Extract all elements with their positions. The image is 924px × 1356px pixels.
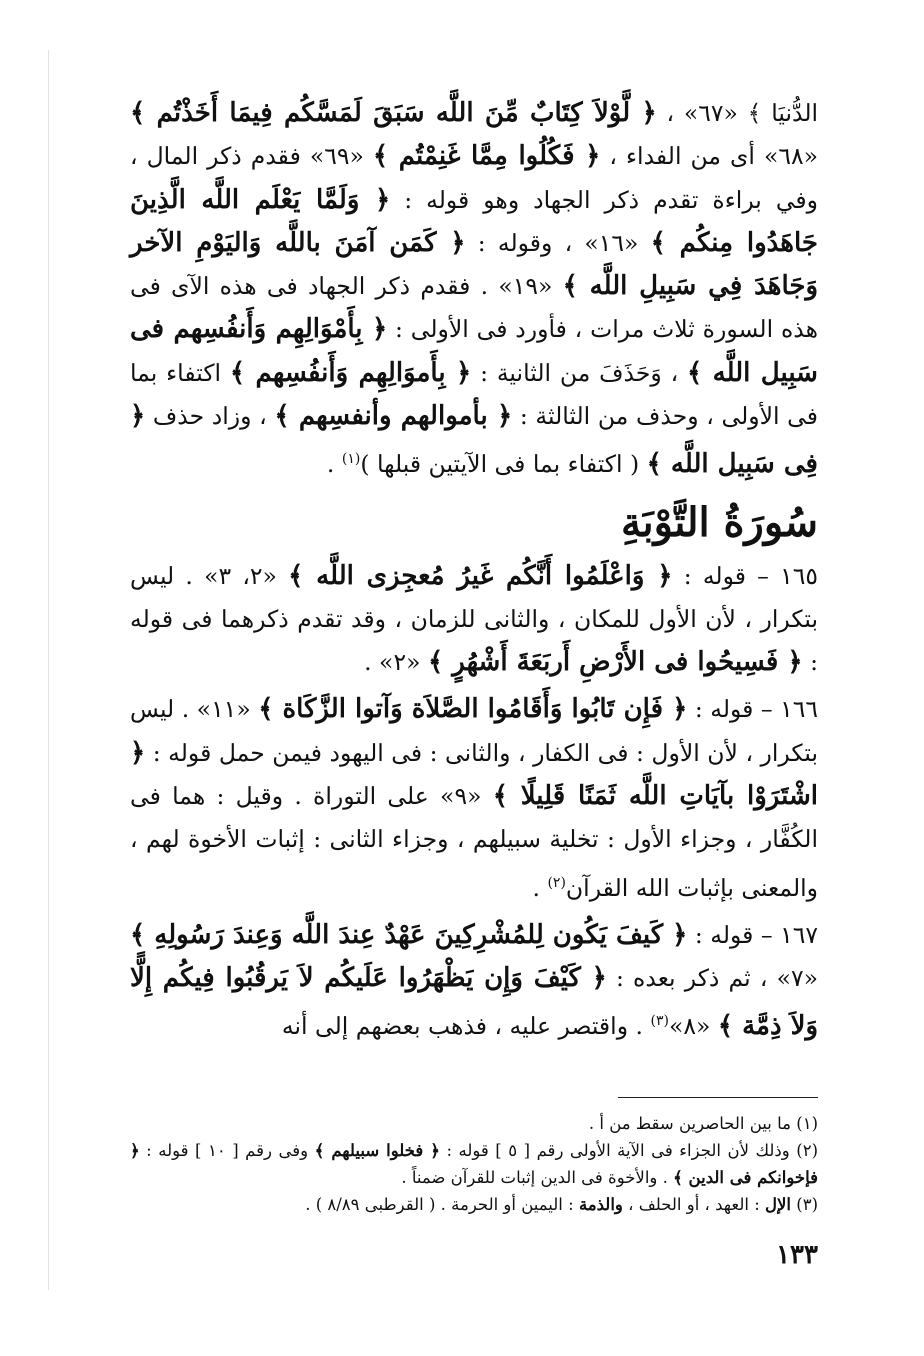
intro-text-3: «٦٩» فقدم ذكر المال ، وفي براءة تقدم ذكر الجهاد وهو قوله : — [130, 142, 818, 214]
intro-text-7: اكتفاء بما فى الأولى ، وحذف من الثالثة : — [130, 358, 818, 431]
entry-167 — [130, 914, 818, 1049]
quran-quote: ﴿ اشْتَرَوْا بآيَاتِ اللَّه ثَمَنًا قَلِيلًا ﴾ — [130, 737, 818, 811]
quran-quote: ﴿ كَمَن آمَنَ باللَّه وَاليَوْمِ الآخر وَجَاهَدَ فِي سَبِيلِ اللَّه ﴾ — [130, 227, 818, 302]
footnote-1: (١) ما بين الحاصرين سقط من أ . — [588, 1114, 818, 1133]
entry-166-text-2: «١١» . ليس بتكرار ، لأن الأول : فى الكفار ، والثانى : فى اليهود فيمن حمل قوله : — [130, 695, 818, 767]
entry-166 — [130, 688, 818, 909]
footnote-quote: ﴿ فخلوا سبيلهم ﴾ — [314, 1141, 440, 1160]
intro-paragraph — [130, 92, 818, 487]
footnote-keyword: الإل — [765, 1195, 791, 1214]
quran-quote: ﴿ وَاعْلَمُوا أَنَّكُم غَيرُ مُعجِزى اللَّه ﴾ — [288, 560, 673, 591]
quran-quote: ﴿ كَيْفَ وَإِن يَظْهَرُوا عَلَيكُم لاَ يَرقُبُوا فِيكُم إِلًّا وَلاَ ذِمَّة ﴾ — [130, 963, 818, 1042]
footnote-2-text-1: (٢) وذلك لأن الجزاء فى الآية الأولى رقم [ ٥ ] قوله : — [439, 1141, 819, 1160]
intro-text-9: ( اكتفاء بما فى الآيتين قبلها ) — [360, 450, 640, 479]
footnotes — [130, 1110, 818, 1218]
intro-text-2: «٦٨» أى من الفداء ، — [600, 142, 818, 171]
entry-167-text-2: «٧» ، ثم ذكر بعده : — [606, 964, 818, 992]
quran-quote: ﴿ بِأَموَالِهِم وَأَنفُسِهم ﴾ — [229, 357, 472, 388]
footnote-divider — [618, 1097, 818, 1098]
quran-quote: ﴿ وَلَمَّا يَعْلَم اللَّه الَّذِينَ جَاهَدُوا مِنكُم ﴾ — [130, 184, 818, 258]
footnote-2 — [130, 1137, 818, 1191]
quran-quote: ﴿ بأموالهم وأنفسِهم ﴾ — [274, 401, 513, 432]
footnote-3-text-1: (٣) — [791, 1195, 818, 1214]
entry-167-text-1: ١٦٧ – قوله : — [687, 920, 818, 949]
entry-165-text-2: «٢، ٣» . ليس بتكرار ، لأن الأول للمكان ، والثانى للزمان ، وقد تقدم ذكرهما فى قوله : — [130, 561, 818, 677]
footnote-keyword: والذمة — [578, 1195, 623, 1214]
quran-quote: ﴿ فَسِيحُوا فى الأَرْضِ أَربَعَةَ أَشْهُرٍ ﴾ — [427, 647, 803, 678]
footnote-marker: (١) — [341, 451, 361, 468]
entry-166-text-4: . — [532, 873, 548, 902]
intro-text-8: ، وزاد حذف — [145, 402, 267, 431]
entry-165 — [130, 555, 818, 685]
footnote-marker: (٣) — [650, 1013, 669, 1030]
intro-text-5: «١٩» . فقدم ذكر الجهاد فى هذه الآى فى هذه السورة ثلاث مرات ، فأورد فى الأولى : — [130, 272, 818, 344]
scan-gutter-line — [48, 50, 49, 1290]
entry-166-text-1: ١٦٦ – قوله : — [687, 695, 819, 724]
entry-165-text-3: «٢» . — [364, 648, 421, 677]
main-text — [130, 92, 818, 1048]
footnote-3-text-3: : اليمين أو الحرمة . ( القرطبى ٨/٨٩ ) . — [305, 1195, 579, 1214]
intro-text-10: . — [326, 450, 342, 479]
footnote-marker: (٢) — [547, 874, 566, 891]
quran-quote: ﴿ فَكُلُوا مِمَّا غَنِمْتُم ﴾ — [372, 141, 601, 172]
intro-text-6: ، وَحَذَفَ من الثانية : — [471, 358, 679, 387]
quran-quote: ﴿ لَّوْلاَ كِتَابٌ مِّنَ اللَّه سَبَقَ لَمَسَّكُم فِيمَا أَخَذْتُم ﴾ — [130, 98, 657, 128]
intro-text-4: «١٦» ، وقوله : — [465, 228, 639, 257]
quran-quote: ﴿ فِى سَبِيل اللَّه ﴾ — [130, 401, 818, 480]
quran-quote: ﴿ كَيفَ يَكُون لِلمُشْرِكِينَ عَهْدٌ عِندَ اللَّه وَعِندَ رَسُولِهِ ﴾ — [130, 919, 688, 950]
footnote-3-text-2: : العهد ، أو الحلف ، — [622, 1195, 766, 1214]
footnote-2-text-2: وفى رقم [ ١٠ ] قوله : — [139, 1141, 309, 1160]
entry-167-text-3: «٨» — [668, 1012, 711, 1041]
footnote-3 — [130, 1191, 818, 1218]
entry-166-text-3: «٩» على التوراة . وقيل : هما فى الكُفَّار ، وجزاء الأول : تخلية سبيلهم ، وجزاء الثانى : إثبات الأخوة لهم ، والمعنى بإثبات الله القرآن — [130, 781, 818, 902]
quran-quote: ﴿ فَإِن تَابُوا وَأَقَامُوا الصَّلاَة وَآتوا الزَّكَاة ﴾ — [258, 694, 688, 725]
surah-title: سُورَةُ التَّوْبَةِ — [621, 498, 818, 546]
quran-quote: ﴿ بِأَمْوَالِهِم وَأَنفُسِهم فى سَبِيل اللَّه ﴾ — [130, 314, 818, 388]
book-page — [130, 92, 818, 1292]
footnote-2-text-3: . والأخوة فى الدين إثبات للقرآن ضمناً . — [401, 1168, 668, 1187]
intro-text-1: الدُّنيَا ﴾ «٦٧» ، — [656, 99, 819, 127]
footnote-quote: ﴿ فإخوانكم فى الدين ﴾ — [130, 1141, 818, 1187]
entry-165-text-1: ١٦٥ – قوله : — [672, 561, 819, 590]
entry-167-text-4: . واقتصر عليه ، فذهب بعضهم إلى أنه — [281, 1012, 651, 1041]
page-number: ١٣٣ — [776, 1240, 818, 1270]
